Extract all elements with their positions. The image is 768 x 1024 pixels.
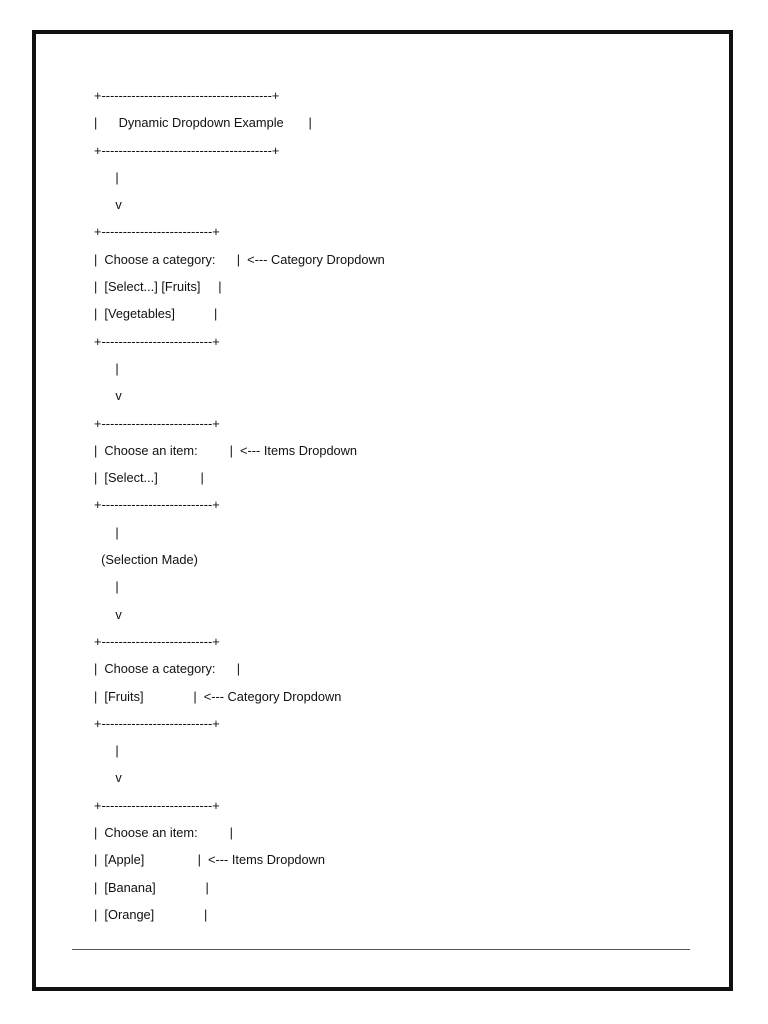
item-options-line: | [Select...] | xyxy=(94,470,204,486)
selected-category-box-bottom: +--------------------------+ xyxy=(94,715,220,731)
category-box-bottom: +--------------------------+ xyxy=(94,333,220,349)
flow-pipe-5: | xyxy=(94,743,119,759)
fruit-item-orange: | [Orange] | xyxy=(94,906,208,922)
item-prompt-line: | Choose an item: | <--- Items Dropdown xyxy=(94,442,358,458)
fruit-items-prompt: | Choose an item: | xyxy=(94,825,233,841)
item-box-top: +--------------------------+ xyxy=(94,415,220,431)
flow-arrow-1: v xyxy=(94,197,122,213)
selected-category-prompt: | Choose a category: | xyxy=(94,661,241,677)
item-box-bottom: +--------------------------+ xyxy=(94,497,220,513)
flow-pipe-1: | xyxy=(94,169,119,185)
ascii-flow-diagram xyxy=(94,82,694,928)
title-box-bottom: +----------------------------------------+ xyxy=(94,142,280,158)
flow-arrow-3: v xyxy=(94,606,122,622)
flow-pipe-4: | xyxy=(94,579,119,595)
page-bottom-rule xyxy=(72,949,690,950)
flow-pipe-3: | xyxy=(94,524,119,540)
flow-pipe-2: | xyxy=(94,360,119,376)
title-line: | Dynamic Dropdown Example | xyxy=(94,115,312,131)
flow-arrow-2: v xyxy=(94,388,122,404)
selected-category-box-top: +--------------------------+ xyxy=(94,633,220,649)
category-options-line-1: | [Select...] [Fruits] | xyxy=(94,279,222,295)
selection-made-label: (Selection Made) xyxy=(94,552,198,568)
fruit-item-apple: | [Apple] | <--- Items Dropdown xyxy=(94,852,326,868)
flow-arrow-4: v xyxy=(94,770,122,786)
title-box-top: +----------------------------------------+ xyxy=(94,88,280,103)
category-options-line-2: | [Vegetables] | xyxy=(94,306,218,322)
fruit-items-box-top: +--------------------------+ xyxy=(94,797,220,813)
fruit-item-banana: | [Banana] | xyxy=(94,879,209,895)
category-box-top: +--------------------------+ xyxy=(94,224,220,240)
selected-category-value: | [Fruits] | <--- Category Dropdown xyxy=(94,688,342,704)
category-prompt-line: | Choose a category: | <--- Category Dropdown xyxy=(94,251,385,267)
